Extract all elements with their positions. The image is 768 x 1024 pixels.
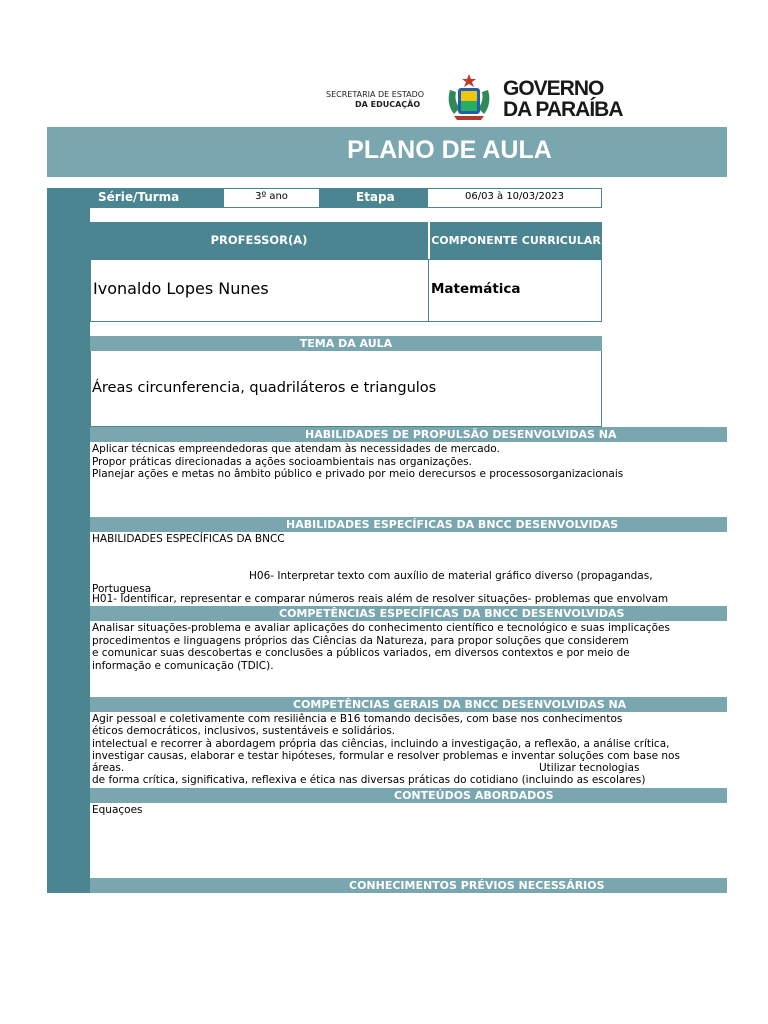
habilidades-bncc-header [90, 517, 727, 532]
etapa-value-text: 06/03 à 10/03/2023 [465, 191, 564, 202]
componente-value-cell [428, 259, 602, 322]
conteudos-label: CONTEÚDOS ABORDADOS [394, 789, 554, 802]
professor-name: Ivonaldo Lopes Nunes [93, 279, 269, 298]
habilidades-bncc-line-1: HABILIDADES ESPECÍFICAS DA BNCC [92, 533, 285, 545]
etapa-label: Etapa [356, 190, 395, 204]
habilidades-propulsao-header [90, 427, 727, 442]
conhecimentos-label: CONHECIMENTOS PRÉVIOS NECESSÁRIOS [349, 879, 605, 892]
propulsao-line-1: Aplicar técnicas empreendedoras que atendam às necessidades de mercado. [92, 443, 500, 455]
tema-value: Áreas circunferencia, quadriláteros e triangulos [92, 380, 437, 396]
comp-gerais-line-5a: áreas. [92, 762, 125, 774]
tema-cell [90, 351, 602, 427]
componente-header [430, 222, 602, 259]
page-title: PLANO DE AULA [347, 136, 552, 164]
comp-gerais-line-3: intelectual e recorrer à abordagem própria das ciências, incluindo a investigação, a reflexão, a análise crítica, [92, 738, 670, 750]
competencias-gerais-header [90, 697, 727, 712]
governo-line2: DA PARAÍBA [503, 98, 623, 121]
governo-logo [503, 77, 623, 122]
habilidades-propulsao-text [92, 443, 624, 483]
competencias-gerais-label: COMPETÊNCIAS GERAIS DA BNCC DESENVOLVIDAS NA [293, 698, 627, 711]
serie-value-text: 3º ano [255, 191, 288, 202]
comp-esp-line-3: e comunicar suas descobertas e conclusões a públicos variados, em diversos contextos e por meio de [92, 647, 630, 659]
secretaria-line2: DA EDUCAÇÃO [355, 100, 421, 109]
conteudos-header [90, 788, 727, 803]
comp-gerais-line-5b: Utilizar tecnologias [539, 762, 640, 774]
habilidades-bncc-label: HABILIDADES ESPECÍFICAS DA BNCC DESENVOLVIDAS [286, 518, 619, 531]
brasao-icon [444, 72, 494, 122]
professor-label: PROFESSOR(A) [210, 233, 308, 247]
etapa-value [427, 188, 602, 208]
professor-header [90, 222, 428, 259]
secretaria-logo [326, 90, 446, 110]
governo-line1: GOVERNO [503, 77, 604, 100]
competencias-especificas-header [90, 606, 727, 621]
left-stripe [47, 188, 90, 893]
comp-gerais-line-1: Agir pessoal e coletivamente com resiliência e B16 tomando decisões, com base nos conhecimentos [92, 713, 623, 725]
conhecimentos-header [90, 878, 727, 893]
professor-name-cell [90, 259, 429, 322]
componente-label: COMPONENTE CURRICULAR [431, 234, 601, 247]
propulsao-line-2: Propor práticas direcionadas a ações socioambientais nas organizações. [92, 455, 472, 468]
comp-gerais-line-6: de forma crítica, significativa, reflexiva e ética nas diversas práticas do cotidiano (incluindo as escolares) [92, 774, 646, 786]
habilidades-bncc-line-2: H06- Interpretar texto com auxílio de material gráfico diverso (propagandas, [249, 570, 653, 582]
secretaria-line1: SECRETARIA DE ESTADO [326, 90, 425, 99]
habilidades-bncc-line-3: Portuguesa [92, 583, 152, 595]
tema-header [90, 336, 602, 351]
comp-esp-line-1: Analisar situações-problema e avaliar aplicações do conhecimento científico e tecnológico e suas implicações [92, 622, 670, 634]
competencias-especificas-text [92, 622, 670, 674]
comp-gerais-line-4: investigar causas, elaborar e testar hipóteses, formular e resolver problemas e inventar soluções com base nos [92, 750, 680, 762]
serie-value [223, 188, 320, 208]
comp-gerais-line-2: éticos democráticos, inclusivos, sustentáveis e solidários. [92, 725, 396, 737]
habilidades-bncc-line-4: H01- Identificar, representar e comparar números reais além de resolver situações- problemas que envolvam [92, 593, 669, 605]
page-title-bar [47, 127, 727, 177]
competencias-especificas-label: COMPETÊNCIAS ESPECÍFICAS DA BNCC DESENVOLVIDAS [279, 607, 625, 620]
comp-esp-line-2: procedimentos e linguagens próprios das Ciências da Natureza, para propor soluções que considerem [92, 634, 629, 647]
comp-esp-line-4: informação e comunicação (TDIC). [92, 659, 274, 672]
conteudos-value: Equaçoes [92, 804, 143, 816]
tema-label: TEMA DA AULA [299, 337, 393, 350]
propulsao-line-3: Planejar ações e metas no âmbito público e privado por meio derecursos e processosorganizacionais [92, 468, 624, 480]
habilidades-propulsao-label: HABILIDADES DE PROPULSÃO DESENVOLVIDAS NA [305, 428, 617, 441]
componente-value: Matemática [431, 281, 521, 297]
serie-label: Série/Turma [98, 190, 180, 204]
